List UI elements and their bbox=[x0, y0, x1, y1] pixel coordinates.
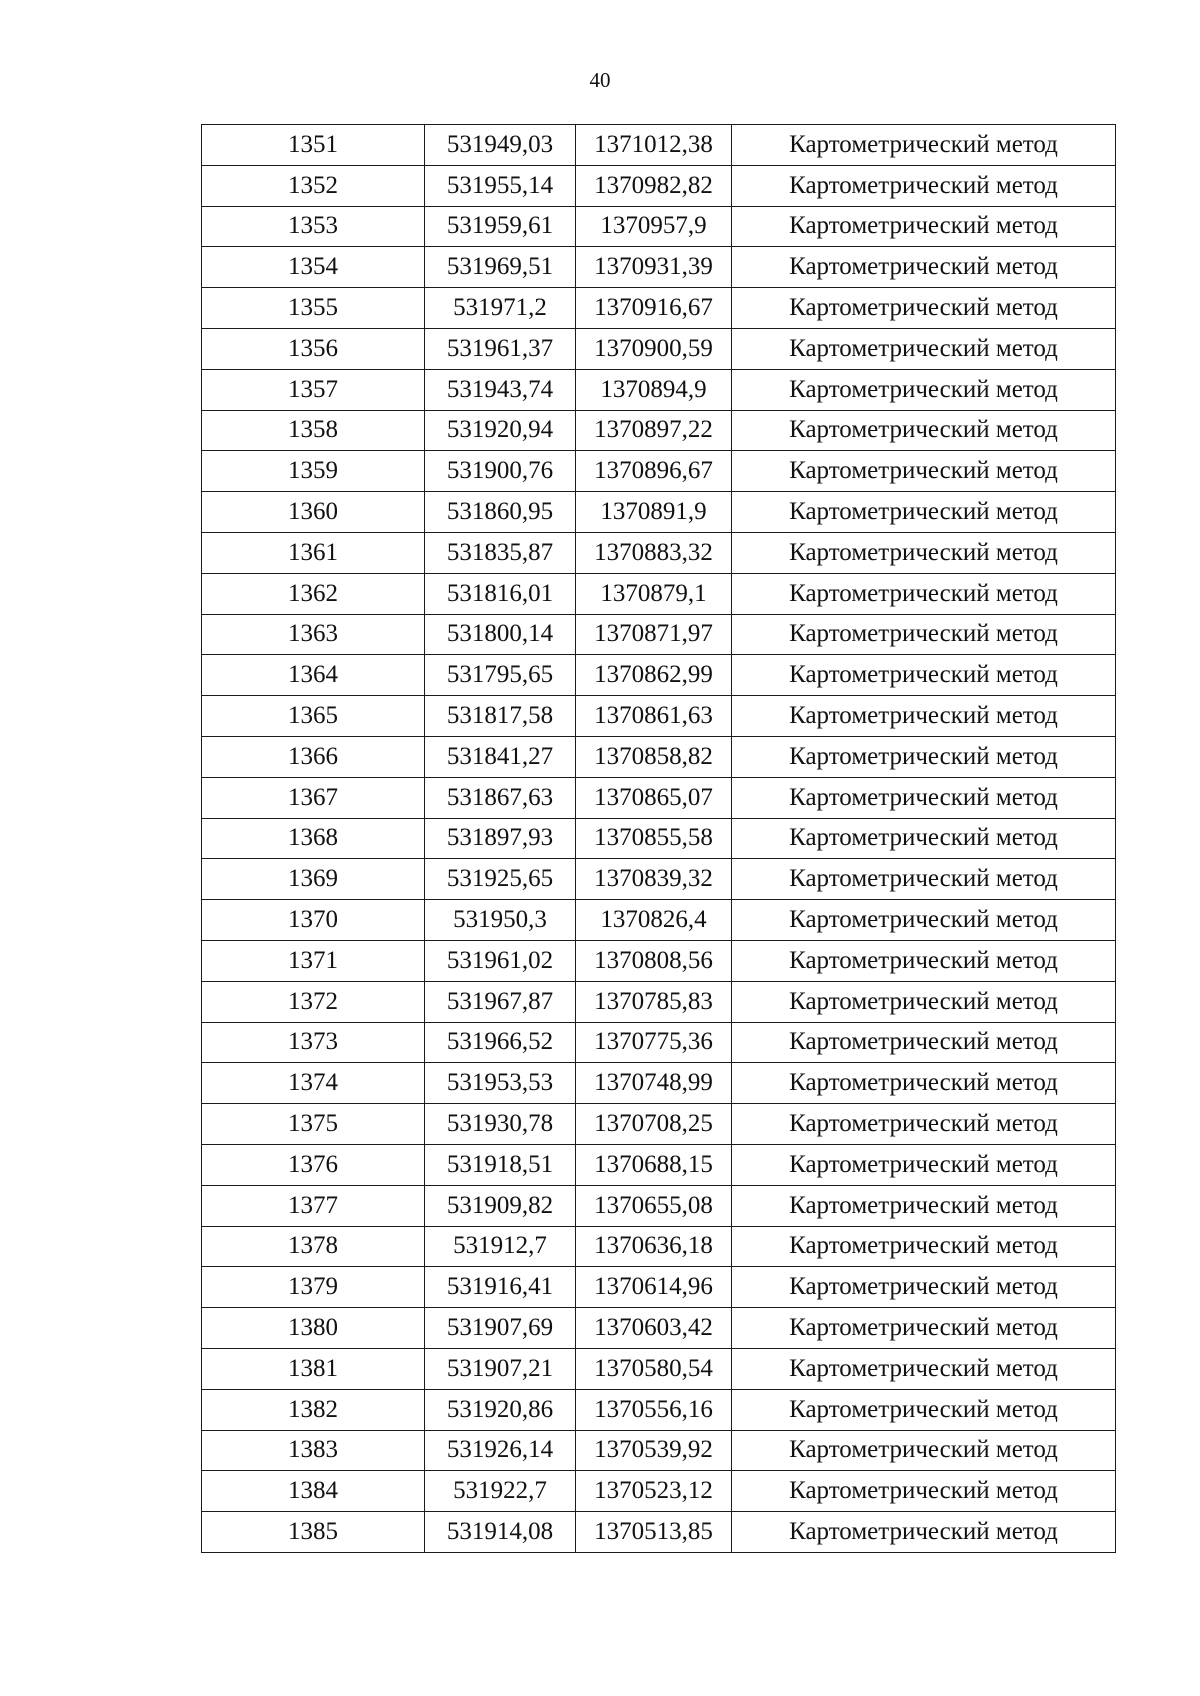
table-row bbox=[202, 1063, 1116, 1104]
x-coordinate-cell: 531860,95 bbox=[425, 492, 576, 533]
point-number-cell: 1381 bbox=[202, 1348, 425, 1389]
method-cell: Картометрический метод bbox=[732, 369, 1116, 410]
table-row bbox=[202, 532, 1116, 573]
point-number-cell: 1368 bbox=[202, 818, 425, 859]
method-cell: Картометрический метод bbox=[732, 410, 1116, 451]
point-number-cell: 1353 bbox=[202, 206, 425, 247]
y-coordinate-cell: 1370897,22 bbox=[576, 410, 732, 451]
y-coordinate-cell: 1370861,63 bbox=[576, 696, 732, 737]
x-coordinate-cell: 531926,14 bbox=[425, 1430, 576, 1471]
table-row bbox=[202, 1512, 1116, 1553]
x-coordinate-cell: 531835,87 bbox=[425, 532, 576, 573]
method-cell: Картометрический метод bbox=[732, 696, 1116, 737]
y-coordinate-cell: 1370775,36 bbox=[576, 1022, 732, 1063]
x-coordinate-cell: 531920,86 bbox=[425, 1389, 576, 1430]
y-coordinate-cell: 1370957,9 bbox=[576, 206, 732, 247]
method-cell: Картометрический метод bbox=[732, 736, 1116, 777]
method-cell: Картометрический метод bbox=[732, 1104, 1116, 1145]
table-row bbox=[202, 1267, 1116, 1308]
point-number-cell: 1365 bbox=[202, 696, 425, 737]
method-cell: Картометрический метод bbox=[732, 1471, 1116, 1512]
y-coordinate-cell: 1370688,15 bbox=[576, 1144, 732, 1185]
table-row bbox=[202, 247, 1116, 288]
y-coordinate-cell: 1370636,18 bbox=[576, 1226, 732, 1267]
x-coordinate-cell: 531961,02 bbox=[425, 940, 576, 981]
method-cell: Картометрический метод bbox=[732, 1348, 1116, 1389]
point-number-cell: 1377 bbox=[202, 1185, 425, 1226]
x-coordinate-cell: 531955,14 bbox=[425, 165, 576, 206]
x-coordinate-cell: 531900,76 bbox=[425, 451, 576, 492]
y-coordinate-cell: 1370748,99 bbox=[576, 1063, 732, 1104]
point-number-cell: 1373 bbox=[202, 1022, 425, 1063]
point-number-cell: 1356 bbox=[202, 328, 425, 369]
table-row bbox=[202, 777, 1116, 818]
table-row bbox=[202, 736, 1116, 777]
y-coordinate-cell: 1370871,97 bbox=[576, 614, 732, 655]
x-coordinate-cell: 531943,74 bbox=[425, 369, 576, 410]
y-coordinate-cell: 1370826,4 bbox=[576, 900, 732, 941]
method-cell: Картометрический метод bbox=[732, 1063, 1116, 1104]
point-number-cell: 1383 bbox=[202, 1430, 425, 1471]
table-row bbox=[202, 206, 1116, 247]
y-coordinate-cell: 1370916,67 bbox=[576, 288, 732, 329]
x-coordinate-cell: 531912,7 bbox=[425, 1226, 576, 1267]
method-cell: Картометрический метод bbox=[732, 1430, 1116, 1471]
method-cell: Картометрический метод bbox=[732, 532, 1116, 573]
point-number-cell: 1364 bbox=[202, 655, 425, 696]
x-coordinate-cell: 531966,52 bbox=[425, 1022, 576, 1063]
point-number-cell: 1363 bbox=[202, 614, 425, 655]
y-coordinate-cell: 1370603,42 bbox=[576, 1308, 732, 1349]
table-row bbox=[202, 818, 1116, 859]
point-number-cell: 1367 bbox=[202, 777, 425, 818]
y-coordinate-cell: 1370614,96 bbox=[576, 1267, 732, 1308]
y-coordinate-cell: 1370931,39 bbox=[576, 247, 732, 288]
point-number-cell: 1370 bbox=[202, 900, 425, 941]
point-number-cell: 1380 bbox=[202, 1308, 425, 1349]
table-row bbox=[202, 1022, 1116, 1063]
table-row bbox=[202, 1144, 1116, 1185]
point-number-cell: 1366 bbox=[202, 736, 425, 777]
point-number-cell: 1357 bbox=[202, 369, 425, 410]
y-coordinate-cell: 1370708,25 bbox=[576, 1104, 732, 1145]
point-number-cell: 1361 bbox=[202, 532, 425, 573]
x-coordinate-cell: 531916,41 bbox=[425, 1267, 576, 1308]
y-coordinate-cell: 1370539,92 bbox=[576, 1430, 732, 1471]
table-row bbox=[202, 165, 1116, 206]
x-coordinate-cell: 531867,63 bbox=[425, 777, 576, 818]
y-coordinate-cell: 1370785,83 bbox=[576, 981, 732, 1022]
table-row bbox=[202, 1430, 1116, 1471]
method-cell: Картометрический метод bbox=[732, 940, 1116, 981]
method-cell: Картометрический метод bbox=[732, 818, 1116, 859]
point-number-cell: 1369 bbox=[202, 859, 425, 900]
point-number-cell: 1379 bbox=[202, 1267, 425, 1308]
table-row bbox=[202, 655, 1116, 696]
y-coordinate-cell: 1370862,99 bbox=[576, 655, 732, 696]
method-cell: Картометрический метод bbox=[732, 247, 1116, 288]
x-coordinate-cell: 531920,94 bbox=[425, 410, 576, 451]
method-cell: Картометрический метод bbox=[732, 1022, 1116, 1063]
point-number-cell: 1362 bbox=[202, 573, 425, 614]
x-coordinate-cell: 531907,21 bbox=[425, 1348, 576, 1389]
table-row bbox=[202, 1185, 1116, 1226]
point-number-cell: 1360 bbox=[202, 492, 425, 533]
point-number-cell: 1374 bbox=[202, 1063, 425, 1104]
x-coordinate-cell: 531961,37 bbox=[425, 328, 576, 369]
x-coordinate-cell: 531914,08 bbox=[425, 1512, 576, 1553]
y-coordinate-cell: 1370982,82 bbox=[576, 165, 732, 206]
method-cell: Картометрический метод bbox=[732, 777, 1116, 818]
x-coordinate-cell: 531817,58 bbox=[425, 696, 576, 737]
method-cell: Картометрический метод bbox=[732, 1267, 1116, 1308]
x-coordinate-cell: 531971,2 bbox=[425, 288, 576, 329]
x-coordinate-cell: 531922,7 bbox=[425, 1471, 576, 1512]
table-row bbox=[202, 410, 1116, 451]
x-coordinate-cell: 531969,51 bbox=[425, 247, 576, 288]
y-coordinate-cell: 1370879,1 bbox=[576, 573, 732, 614]
y-coordinate-cell: 1371012,38 bbox=[576, 125, 732, 166]
y-coordinate-cell: 1370894,9 bbox=[576, 369, 732, 410]
y-coordinate-cell: 1370580,54 bbox=[576, 1348, 732, 1389]
method-cell: Картометрический метод bbox=[732, 165, 1116, 206]
coordinates-table bbox=[201, 124, 1116, 1553]
table-row bbox=[202, 288, 1116, 329]
y-coordinate-cell: 1370655,08 bbox=[576, 1185, 732, 1226]
y-coordinate-cell: 1370855,58 bbox=[576, 818, 732, 859]
x-coordinate-cell: 531953,53 bbox=[425, 1063, 576, 1104]
table-row bbox=[202, 328, 1116, 369]
point-number-cell: 1352 bbox=[202, 165, 425, 206]
method-cell: Картометрический метод bbox=[732, 573, 1116, 614]
point-number-cell: 1378 bbox=[202, 1226, 425, 1267]
point-number-cell: 1382 bbox=[202, 1389, 425, 1430]
method-cell: Картометрический метод bbox=[732, 655, 1116, 696]
method-cell: Картометрический метод bbox=[732, 206, 1116, 247]
table-row bbox=[202, 369, 1116, 410]
y-coordinate-cell: 1370808,56 bbox=[576, 940, 732, 981]
x-coordinate-cell: 531841,27 bbox=[425, 736, 576, 777]
table-row bbox=[202, 1389, 1116, 1430]
x-coordinate-cell: 531907,69 bbox=[425, 1308, 576, 1349]
table-row bbox=[202, 1348, 1116, 1389]
table-row bbox=[202, 125, 1116, 166]
point-number-cell: 1372 bbox=[202, 981, 425, 1022]
point-number-cell: 1384 bbox=[202, 1471, 425, 1512]
point-number-cell: 1385 bbox=[202, 1512, 425, 1553]
y-coordinate-cell: 1370556,16 bbox=[576, 1389, 732, 1430]
method-cell: Картометрический метод bbox=[732, 614, 1116, 655]
table-row bbox=[202, 614, 1116, 655]
y-coordinate-cell: 1370883,32 bbox=[576, 532, 732, 573]
method-cell: Картометрический метод bbox=[732, 125, 1116, 166]
x-coordinate-cell: 531967,87 bbox=[425, 981, 576, 1022]
method-cell: Картометрический метод bbox=[732, 288, 1116, 329]
table-row bbox=[202, 1308, 1116, 1349]
table-row bbox=[202, 940, 1116, 981]
point-number-cell: 1375 bbox=[202, 1104, 425, 1145]
y-coordinate-cell: 1370523,12 bbox=[576, 1471, 732, 1512]
method-cell: Картометрический метод bbox=[732, 900, 1116, 941]
method-cell: Картометрический метод bbox=[732, 1389, 1116, 1430]
table-row bbox=[202, 492, 1116, 533]
x-coordinate-cell: 531925,65 bbox=[425, 859, 576, 900]
y-coordinate-cell: 1370858,82 bbox=[576, 736, 732, 777]
method-cell: Картометрический метод bbox=[732, 492, 1116, 533]
method-cell: Картометрический метод bbox=[732, 1226, 1116, 1267]
y-coordinate-cell: 1370900,59 bbox=[576, 328, 732, 369]
x-coordinate-cell: 531897,93 bbox=[425, 818, 576, 859]
x-coordinate-cell: 531918,51 bbox=[425, 1144, 576, 1185]
x-coordinate-cell: 531930,78 bbox=[425, 1104, 576, 1145]
point-number-cell: 1351 bbox=[202, 125, 425, 166]
point-number-cell: 1376 bbox=[202, 1144, 425, 1185]
x-coordinate-cell: 531949,03 bbox=[425, 125, 576, 166]
y-coordinate-cell: 1370513,85 bbox=[576, 1512, 732, 1553]
point-number-cell: 1355 bbox=[202, 288, 425, 329]
x-coordinate-cell: 531950,3 bbox=[425, 900, 576, 941]
table-row bbox=[202, 900, 1116, 941]
table-row bbox=[202, 696, 1116, 737]
y-coordinate-cell: 1370896,67 bbox=[576, 451, 732, 492]
table-row bbox=[202, 1104, 1116, 1145]
method-cell: Картометрический метод bbox=[732, 981, 1116, 1022]
method-cell: Картометрический метод bbox=[732, 1512, 1116, 1553]
method-cell: Картометрический метод bbox=[732, 451, 1116, 492]
point-number-cell: 1371 bbox=[202, 940, 425, 981]
page-number: 40 bbox=[589, 68, 611, 92]
x-coordinate-cell: 531800,14 bbox=[425, 614, 576, 655]
x-coordinate-cell: 531959,61 bbox=[425, 206, 576, 247]
method-cell: Картометрический метод bbox=[732, 1185, 1116, 1226]
table-row bbox=[202, 451, 1116, 492]
method-cell: Картометрический метод bbox=[732, 1308, 1116, 1349]
table-row bbox=[202, 859, 1116, 900]
x-coordinate-cell: 531909,82 bbox=[425, 1185, 576, 1226]
y-coordinate-cell: 1370865,07 bbox=[576, 777, 732, 818]
y-coordinate-cell: 1370839,32 bbox=[576, 859, 732, 900]
point-number-cell: 1359 bbox=[202, 451, 425, 492]
table-row bbox=[202, 1226, 1116, 1267]
coordinates-table-body bbox=[202, 125, 1116, 1553]
point-number-cell: 1358 bbox=[202, 410, 425, 451]
method-cell: Картометрический метод bbox=[732, 1144, 1116, 1185]
method-cell: Картометрический метод bbox=[732, 328, 1116, 369]
table-row bbox=[202, 981, 1116, 1022]
table-row bbox=[202, 1471, 1116, 1512]
table-row bbox=[202, 573, 1116, 614]
y-coordinate-cell: 1370891,9 bbox=[576, 492, 732, 533]
method-cell: Картометрический метод bbox=[732, 859, 1116, 900]
x-coordinate-cell: 531816,01 bbox=[425, 573, 576, 614]
x-coordinate-cell: 531795,65 bbox=[425, 655, 576, 696]
point-number-cell: 1354 bbox=[202, 247, 425, 288]
